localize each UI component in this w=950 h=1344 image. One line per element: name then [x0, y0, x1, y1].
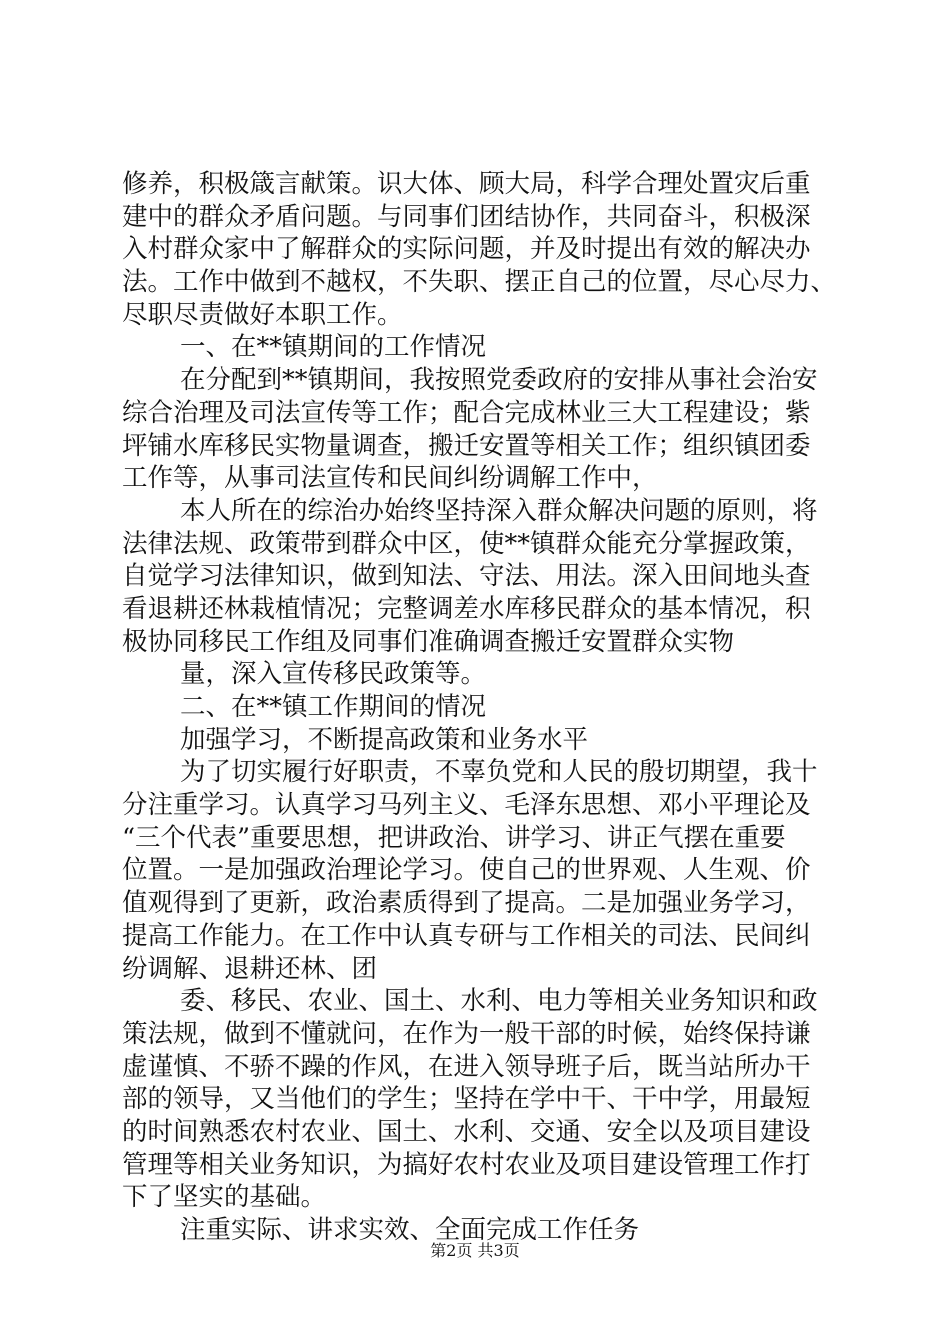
text-line: 在分配到**镇期间，我按照党委政府的安排从事社会治安 [180, 365, 818, 396]
text-line: 委、移民、农业、国土、水利、电力等相关业务知识和政 [180, 986, 818, 1017]
text-line: 注重实际、讲求实效、全面完成工作任务 [180, 1215, 640, 1245]
text-line: 建中的群众矛盾问题。与同事们团结协作，共同奋斗，积极深 [122, 201, 811, 232]
text-line: 加强学习，不断提高政策和业务水平 [180, 724, 589, 755]
text-line: 虚谨慎、不骄不躁的作风，在进入领导班子后，既当站所办干 [122, 1051, 811, 1082]
text-line: 自觉学习法律知识，做到知法、守法、用法。深入田间地头查 [122, 561, 811, 592]
text-line: 本人所在的综治办始终坚持深入群众解决问题的原则，将 [180, 495, 818, 526]
text-line: 看退耕还林栽植情况；完整调差水库移民群众的基本情况，积 [122, 593, 811, 624]
text-line: 法律法规、政策带到群众中区，使**镇群众能充分掌握政策， [122, 528, 811, 559]
text-line: 策法规，做到不懂就问，在作为一般干部的时候，始终保持谦 [122, 1018, 811, 1049]
text-line: 修养，积极箴言献策。识大体、顾大局，科学合理处置灾后重 [122, 169, 811, 199]
text-line: 提高工作能力。在工作中认真专研与工作相关的司法、民间纠 [122, 920, 811, 951]
text-line: “三个代表”重要思想，把讲政治、讲学习、讲正气摆在重要 [122, 822, 786, 853]
text-line: 分注重学习。认真学习马列主义、毛泽东思想、邓小平理论及 [122, 790, 811, 821]
text-line: 的时间熟悉农村农业、国土、水利、交通、安全以及项目建设 [122, 1116, 811, 1147]
text-line: 部的领导，又当他们的学生；坚持在学中干、干中学，用最短 [122, 1084, 811, 1115]
text-line: 位置。一是加强政治理论学习。使自己的世界观、人生观、价 [122, 855, 811, 886]
text-line: 纷调解、退耕还林、团 [122, 953, 378, 984]
text-line: 管理等相关业务知识，为搞好农村农业及项目建设管理工作打 [122, 1149, 811, 1180]
text-line: 坪铺水库移民实物量调查，搬迁安置等相关工作；组织镇团委 [122, 430, 811, 461]
text-line: 入村群众家中了解群众的实际问题，并及时提出有效的解决办 [122, 234, 811, 265]
text-line: 下了坚实的基础。 [122, 1182, 327, 1213]
text-line: 为了切实履行好职责，不辜负党和人民的殷切期望，我十 [180, 757, 818, 788]
text-line: 一、在**镇期间的工作情况 [180, 332, 487, 363]
text-line: 法。工作中做到不越权，不失职、摆正自己的位置，尽心尽力、 [122, 267, 837, 298]
text-line: 综合治理及司法宣传等工作；配合完成林业三大工程建设；紫 [122, 397, 811, 428]
text-line: 工作等，从事司法宣传和民间纠纷调解工作中， [122, 463, 658, 494]
text-line: 值观得到了更新，政治素质得到了提高。二是加强业务学习， [122, 888, 811, 919]
text-line: 尽职尽责做好本职工作。 [122, 299, 403, 330]
page-footer: 第2页 共3页 [430, 1241, 520, 1260]
text-line: 二、在**镇工作期间的情况 [180, 692, 487, 722]
text-line: 量，深入宣传移民政策等。 [180, 659, 487, 690]
text-line: 极协同移民工作组及同事们准确调查搬迁安置群众实物 [122, 626, 735, 657]
document-body [122, 168, 837, 1247]
